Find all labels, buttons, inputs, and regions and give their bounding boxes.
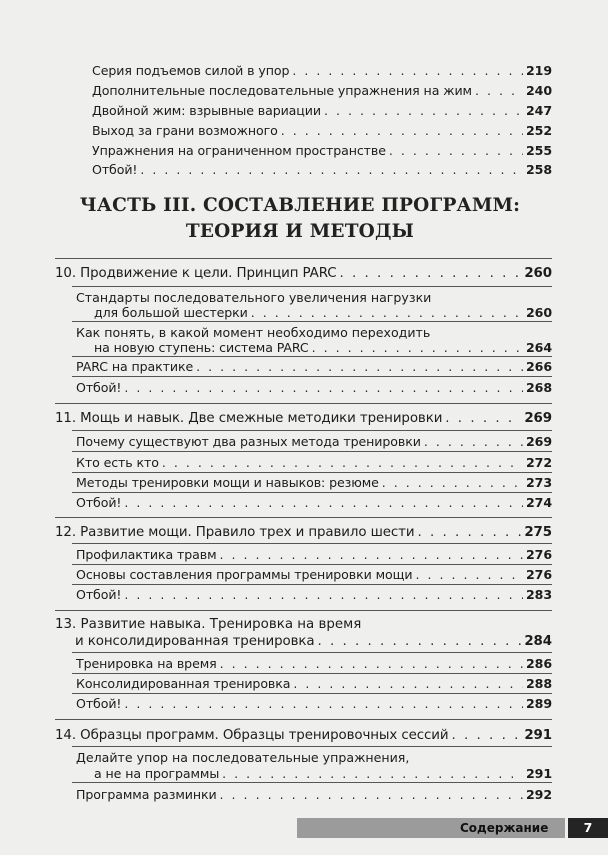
toc-entry[interactable] [92, 62, 552, 79]
toc-entry-page: 264 [526, 340, 552, 355]
toc-entry-page: 266 [526, 359, 552, 374]
chapter-rule [72, 286, 552, 287]
entry-rule [72, 584, 552, 585]
leader-dots [292, 62, 523, 79]
toc-entry-title: Консолидированная тренировка [76, 676, 291, 691]
leader-dots [196, 358, 523, 375]
toc-entry[interactable] [76, 358, 552, 375]
chapter-entry[interactable] [55, 265, 552, 282]
chapter-divider [55, 517, 552, 518]
chapter-divider [55, 610, 552, 611]
leader-dots [293, 675, 523, 692]
toc-entry-page: 272 [526, 455, 552, 470]
toc-entry[interactable] [76, 655, 552, 672]
leader-dots [382, 474, 523, 491]
toc-entry[interactable] [76, 379, 552, 396]
toc-entry[interactable] [94, 304, 552, 321]
toc-entry-page: 276 [526, 547, 552, 562]
toc-entry[interactable] [94, 339, 552, 356]
toc-entry-title: Двойной жим: взрывные вариации [92, 103, 321, 118]
chapter-page: 284 [524, 634, 552, 649]
toc-entry-page: 291 [526, 766, 552, 781]
chapter-rule [72, 430, 552, 431]
toc-entry[interactable] [76, 494, 552, 511]
toc-entry[interactable] [92, 142, 552, 159]
toc-entry-page: 240 [526, 83, 552, 98]
toc-entry-title-line2: на новую ступень: система PARC [94, 340, 309, 355]
toc-entry-page: 289 [526, 696, 552, 711]
toc-entry-page: 274 [526, 495, 552, 510]
toc-entry-title: Отбой! [76, 380, 122, 395]
leader-dots [220, 786, 523, 803]
chapter-title: 10. Продвижение к цели. Принцип PARC [55, 266, 337, 281]
toc-entry-page: 292 [526, 787, 552, 802]
part-title-line1: ЧАСТЬ III. СОСТАВЛЕНИЕ ПРОГРАММ: [79, 195, 521, 216]
toc-entry[interactable] [94, 765, 552, 782]
toc-entry-title-line1: Как понять, в какой момент необходимо переходить [76, 325, 431, 340]
entry-rule [72, 693, 552, 694]
toc-entry-title-line2: для большой шестерки [94, 305, 248, 320]
toc-entry[interactable] [92, 122, 552, 139]
toc-entry-title: Отбой! [76, 495, 122, 510]
leader-dots [251, 304, 523, 321]
leader-dots [424, 433, 523, 450]
toc-entry-title: Кто есть кто [76, 455, 159, 470]
toc-entry[interactable] [76, 695, 552, 712]
entry-rule [72, 564, 552, 565]
leader-dots [124, 494, 523, 511]
toc-entry[interactable] [76, 786, 552, 803]
entry-rule [72, 321, 552, 322]
leader-dots [340, 265, 522, 282]
chapter-title: 12. Развитие мощи. Правило трех и правило шести [55, 525, 415, 540]
leader-dots [417, 524, 521, 541]
toc-entry-page: 268 [526, 380, 552, 395]
leader-dots [475, 82, 523, 99]
chapter-title: 11. Мощь и навык. Две смежные методики тренировки [55, 411, 443, 426]
entry-rule [72, 472, 552, 473]
leader-dots [124, 695, 523, 712]
leader-dots [317, 633, 521, 650]
toc-entry-title: Отбой! [76, 587, 122, 602]
leader-dots [222, 765, 523, 782]
toc-entry-title: Серия подъемов силой в упор [92, 63, 290, 78]
toc-entry[interactable] [76, 474, 552, 491]
toc-entry-page: 258 [526, 162, 552, 177]
chapter-page: 260 [524, 266, 552, 281]
leader-dots [324, 102, 523, 119]
leader-dots [415, 566, 523, 583]
entry-rule [72, 451, 552, 452]
toc-entry[interactable] [76, 586, 552, 603]
entry-rule [72, 782, 552, 783]
toc-entry-page: 255 [526, 143, 552, 158]
chapter-rule [72, 652, 552, 653]
chapter-page: 275 [524, 525, 552, 540]
chapter-rule [72, 746, 552, 747]
toc-entry[interactable] [92, 82, 552, 99]
toc-entry-page: 276 [526, 567, 552, 582]
chapter-entry[interactable] [75, 633, 552, 650]
toc-entry-title: Профилактика травм [76, 547, 217, 562]
toc-entry-page: 260 [526, 305, 552, 320]
toc-entry-page: 219 [526, 63, 552, 78]
toc-entry-page: 288 [526, 676, 552, 691]
leader-dots [220, 546, 523, 563]
toc-entry-title: Программа разминки [76, 787, 217, 802]
toc-entry-title-line1: Делайте упор на последовательные упражнения, [76, 750, 410, 765]
chapter-title-line2: и консолидированная тренировка [75, 634, 315, 649]
leader-dots [220, 655, 523, 672]
leader-dots [445, 410, 521, 427]
leader-dots [312, 339, 523, 356]
toc-entry[interactable] [76, 675, 552, 692]
chapter-page: 269 [524, 411, 552, 426]
toc-entry-title: Почему существуют два разных метода тренировки [76, 434, 421, 449]
toc-entry-title: Отбой! [92, 162, 138, 177]
chapter-entry[interactable] [55, 727, 552, 744]
toc-entry-title-line1: Стандарты последовательного увеличения нагрузки [76, 290, 432, 305]
part-title-line2: ТЕОРИЯ И МЕТОДЫ [185, 221, 415, 242]
entry-rule [72, 356, 552, 357]
chapter-divider [55, 403, 552, 404]
toc-entry-page: 273 [526, 475, 552, 490]
toc-entry-title: Тренировка на время [76, 656, 217, 671]
entry-rule [72, 673, 552, 674]
leader-dots [140, 161, 523, 178]
leader-dots [124, 586, 523, 603]
chapter-entry[interactable] [55, 410, 552, 427]
toc-entry-title: Основы составления программы тренировки мощи [76, 567, 413, 582]
toc-entry-page: 252 [526, 123, 552, 138]
toc-entry-title: Методы тренировки мощи и навыков: резюме [76, 475, 379, 490]
chapter-divider [55, 719, 552, 720]
toc-entry-title: Отбой! [76, 696, 122, 711]
chapter-rule [72, 543, 552, 544]
leader-dots [281, 122, 523, 139]
toc-entry[interactable] [76, 433, 552, 450]
toc-entry-page: 283 [526, 587, 552, 602]
leader-dots [452, 727, 522, 744]
entry-rule [72, 492, 552, 493]
footer-section-label: Содержание [460, 821, 549, 835]
leader-dots [162, 454, 523, 471]
chapter-divider [55, 258, 552, 259]
leader-dots [389, 142, 523, 159]
toc-entry-title: PARC на практике [76, 359, 194, 374]
toc-entry[interactable] [76, 454, 552, 471]
toc-entry-page: 286 [526, 656, 552, 671]
toc-entry[interactable] [92, 102, 552, 119]
chapter-entry[interactable] [55, 524, 552, 541]
leader-dots [124, 379, 523, 396]
toc-entry-title: Упражнения на ограниченном пространстве [92, 143, 386, 158]
chapter-title-line1: 13. Развитие навыка. Тренировка на время [55, 617, 362, 632]
chapter-title: 14. Образцы программ. Образцы тренировочных сессий [55, 728, 449, 743]
entry-rule [72, 376, 552, 377]
chapter-page: 291 [524, 728, 552, 743]
toc-entry[interactable] [76, 566, 552, 583]
toc-entry-title: Дополнительные последовательные упражнения на жим [92, 83, 472, 98]
page-number-badge: 7 [568, 818, 608, 838]
toc-entry[interactable] [76, 546, 552, 563]
toc-entry[interactable] [92, 161, 552, 178]
toc-entry-title-line2: а не на программы [94, 766, 220, 781]
toc-entry-page: 247 [526, 103, 552, 118]
toc-entry-page: 269 [526, 434, 552, 449]
toc-entry-title: Выход за грани возможного [92, 123, 278, 138]
